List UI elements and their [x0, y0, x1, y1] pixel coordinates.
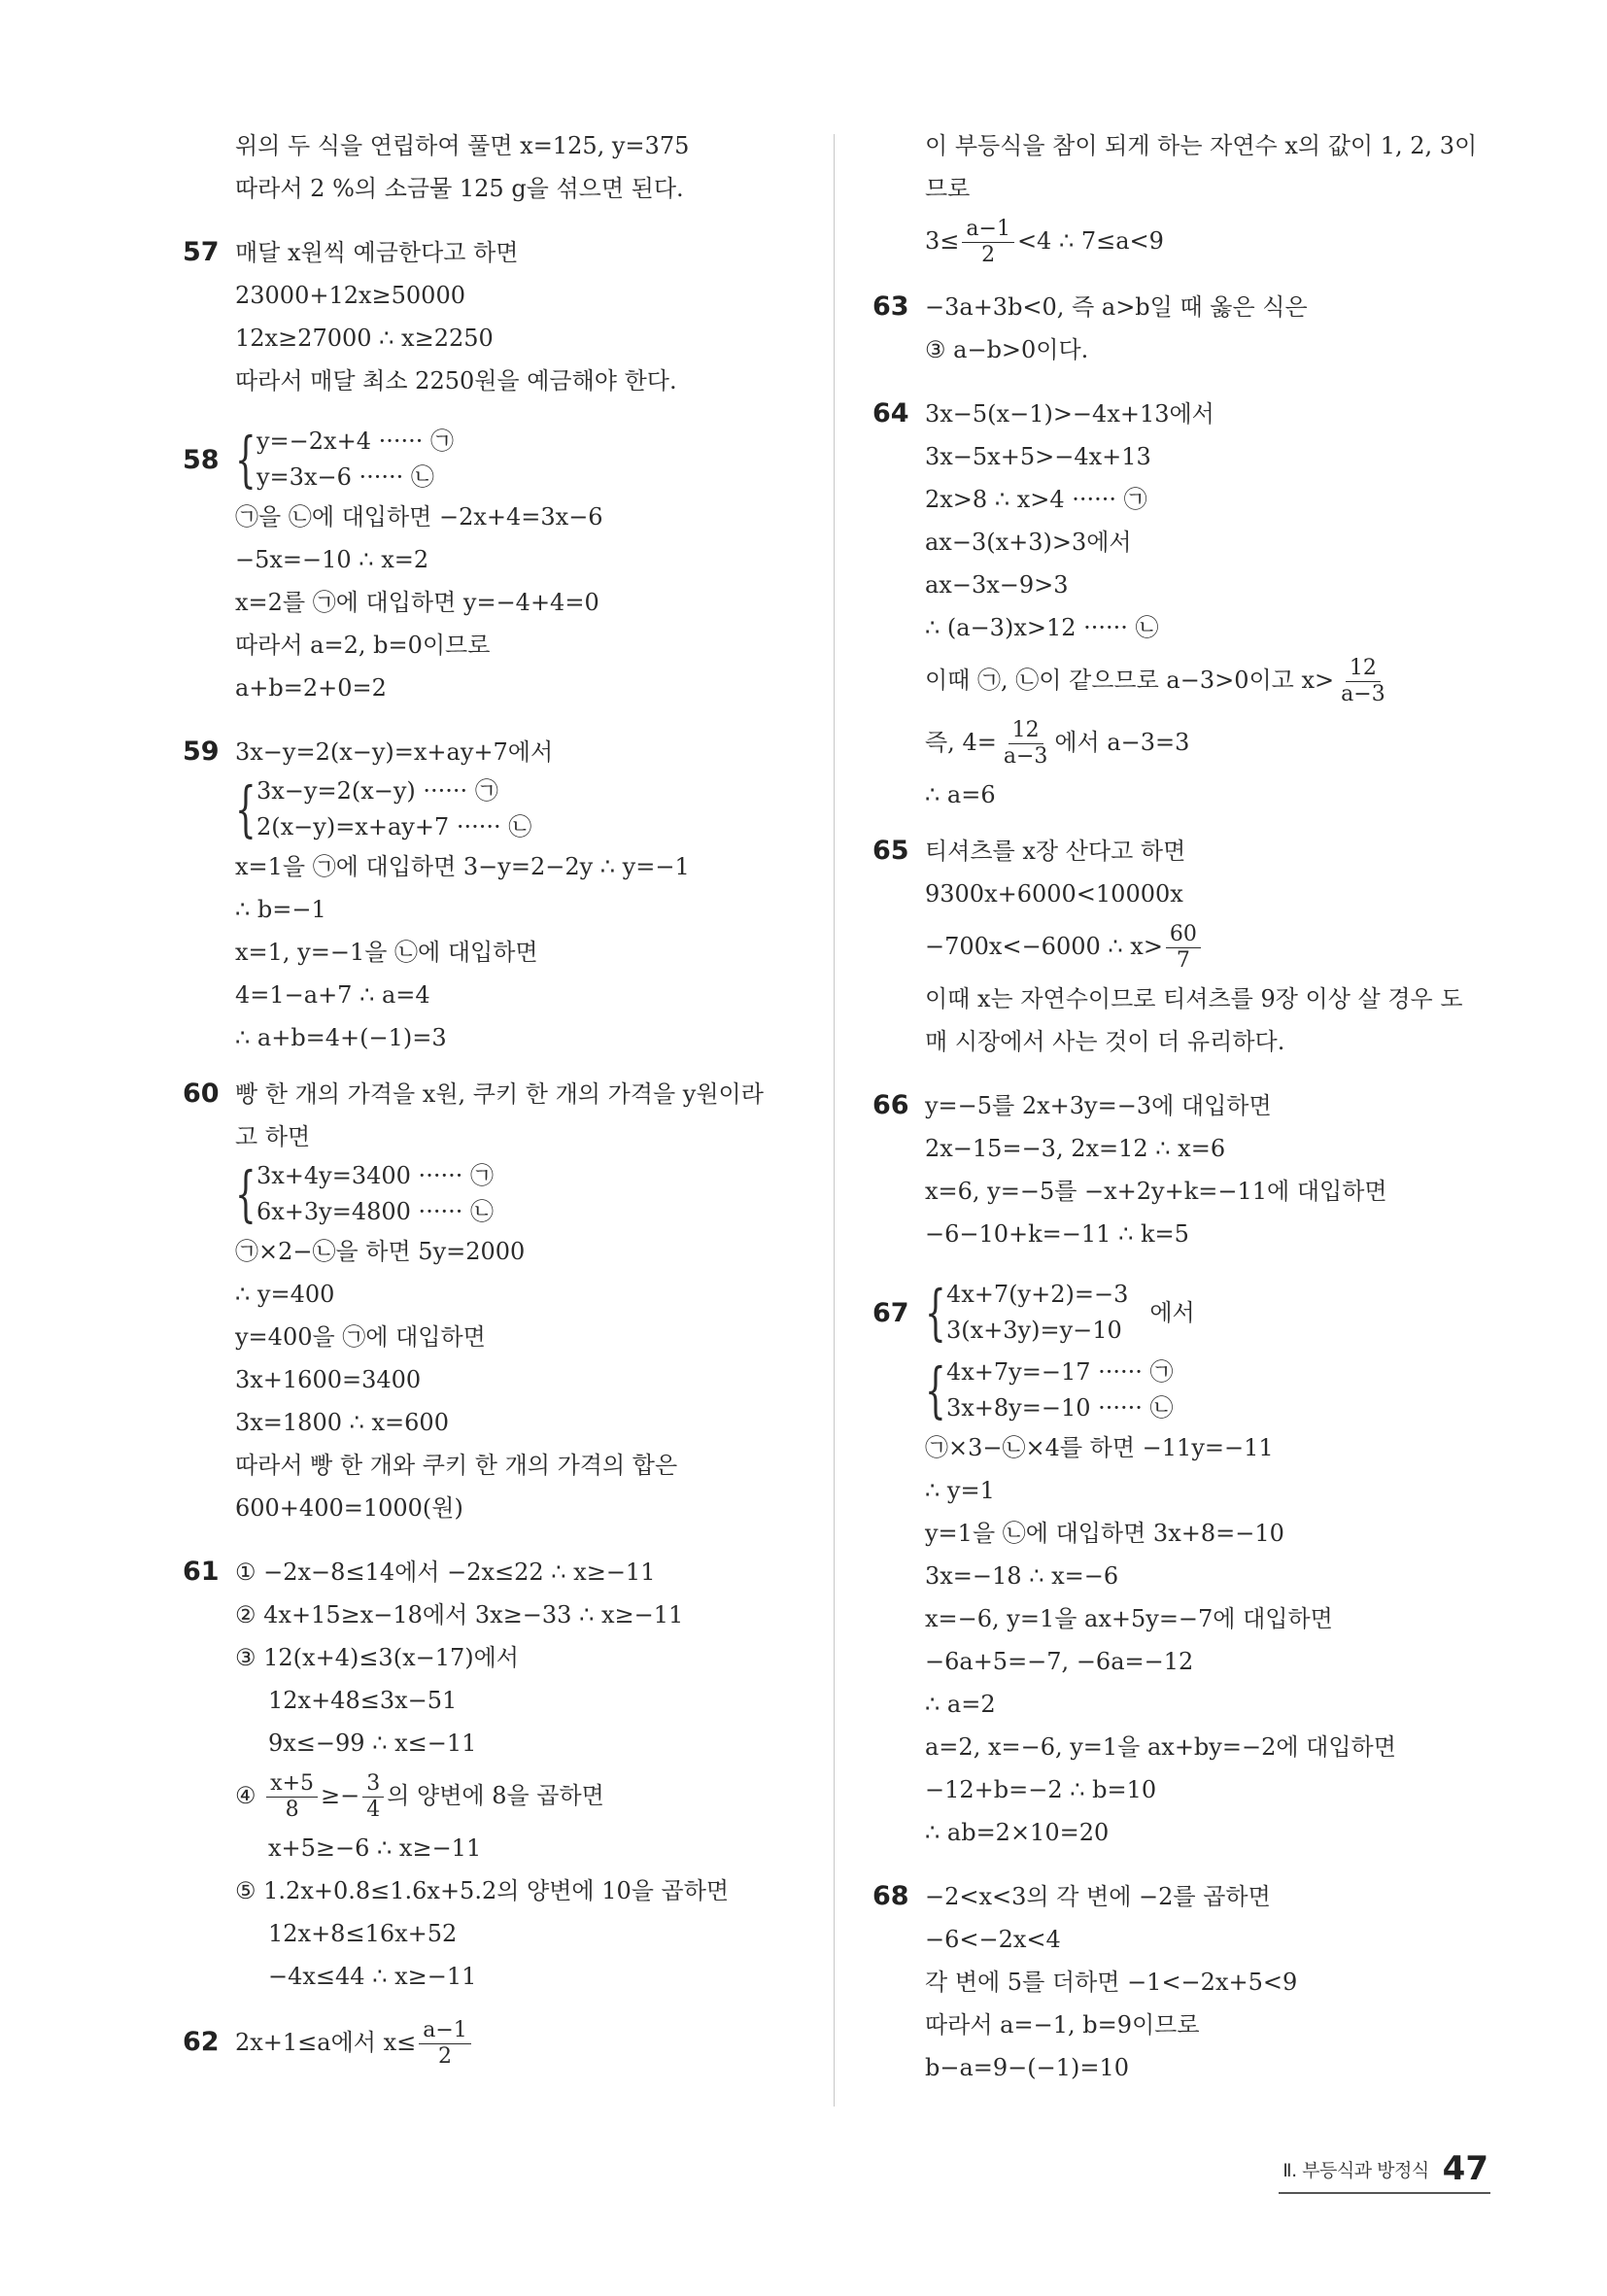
problem-number: 68 [872, 1881, 909, 1911]
numerator: 60 [1166, 922, 1201, 948]
denominator: 7 [1176, 948, 1190, 973]
problem-number: 62 [183, 2027, 220, 2057]
text-line: 3x+1600=3400 [235, 1366, 422, 1393]
problem-number: 64 [872, 398, 909, 428]
text-line: 따라서 2 %의 소금물 125 g을 섞으면 된다. [235, 175, 684, 202]
text-line: ax−3x−9>3 [925, 571, 1069, 599]
choice-line [235, 1765, 804, 1827]
text-line [925, 210, 1494, 272]
problem-66 [872, 1084, 1494, 1255]
brace-icon: { [235, 424, 256, 495]
equation: 3x+4y=3400 ······ ㉠ [256, 1162, 494, 1189]
text-line: ∴ y=1 [925, 1477, 995, 1504]
text-line: −6a+5=−7, −6a=−12 [925, 1648, 1194, 1675]
text-line: 3x−5(x−1)>−4x+13에서 [925, 400, 1214, 428]
footer-rule [1279, 2192, 1490, 2194]
text-line: x=−6, y=1을 ax+5y=−7에 대입하면 [925, 1605, 1333, 1632]
text-line: −6−10+k=−11 ∴ k=5 [925, 1220, 1189, 1248]
fraction [362, 1771, 384, 1823]
equation: y=−2x+4 ······ ㉠ [256, 428, 454, 455]
column-divider [834, 134, 835, 2107]
problem-number: 58 [183, 445, 220, 475]
fraction [1000, 718, 1052, 770]
page-number: 47 [1442, 2149, 1488, 2188]
text-line: ㉠×2−㉡을 하면 5y=2000 [235, 1238, 526, 1265]
text-line: 따라서 빵 한 개와 쿠키 한 개의 가격의 합은 [235, 1452, 678, 1479]
text-line: 빵 한 개의 가격을 x원, 쿠키 한 개의 가격을 y원이라 [235, 1080, 764, 1108]
problem-67 [872, 1277, 1494, 1854]
choice-line: ② 4x+15≥x−18에서 3x≥−33 ∴ x≥−11 [235, 1601, 684, 1628]
problem-number: 63 [872, 291, 909, 322]
text-line: ∴ b=−1 [235, 896, 326, 923]
text-part: ≥− [321, 1782, 360, 1809]
problem-64 [872, 393, 1494, 816]
text-line: x=1, y=−1을 ㉡에 대입하면 [235, 939, 538, 966]
equation-system [925, 1354, 1494, 1426]
fraction [419, 2018, 471, 2070]
numerator: x+5 [266, 1771, 318, 1798]
text-line: ax−3(x+3)>3에서 [925, 529, 1132, 556]
problem-number: 57 [183, 237, 220, 267]
problem-68 [872, 1875, 1494, 2089]
equation-system [235, 773, 804, 845]
text-line: a=2, x=−6, y=1을 ax+by=−2에 대입하면 [925, 1733, 1396, 1761]
text-part: 이때 ㉠, ㉡이 같으므로 a−3>0이고 x> [925, 667, 1335, 694]
text-line: ∴ a+b=4+(−1)=3 [235, 1024, 447, 1051]
text-line: −2<x<3의 각 변에 −2를 곱하면 [925, 1883, 1271, 1910]
numerator: 3 [362, 1771, 384, 1798]
numerator: a−1 [962, 217, 1014, 243]
denominator: 8 [285, 1798, 299, 1822]
equation: 6x+3y=4800 ······ ㉡ [256, 1198, 494, 1225]
text-line: 위의 두 식을 연립하여 풀면 x=125, y=375 [235, 132, 690, 159]
page-footer [1282, 2149, 1488, 2188]
text-line: ∴ a=6 [925, 781, 996, 808]
text-line: ㉠을 ㉡에 대입하면 −2x+4=3x−6 [235, 503, 603, 531]
text-line: 매달 x원씩 예금한다고 하면 [235, 239, 519, 266]
text-part: 에서 a−3=3 [1054, 729, 1190, 756]
text-line: x=6, y=−5를 −x+2y+k=−11에 대입하면 [925, 1178, 1387, 1205]
text-part: 에서 [1149, 1299, 1195, 1326]
problem-65 [872, 830, 1494, 1063]
denominator: 4 [366, 1798, 381, 1822]
brace-icon: { [925, 1277, 946, 1348]
text-line: y=400을 ㉠에 대입하면 [235, 1323, 486, 1351]
text-line: 매 시장에서 사는 것이 더 유리하다. [925, 1028, 1285, 1055]
text-line: 각 변에 5를 더하면 −1<−2x+5<9 [925, 1969, 1298, 1996]
denominator: 2 [981, 243, 996, 267]
problem-number: 59 [183, 737, 220, 767]
text-line: 므로 [925, 175, 971, 202]
equation: 4x+7y=−17 ······ ㉠ [946, 1358, 1174, 1386]
problem-number: 61 [183, 1557, 220, 1587]
text-line [235, 2011, 804, 2073]
text-line: 2x>8 ∴ x>4 ······ ㉠ [925, 486, 1147, 513]
text-line: ∴ (a−3)x>12 ······ ㉡ [925, 614, 1159, 641]
problem-62-continuation [872, 124, 1494, 272]
equation: 3(x+3y)=y−10 [946, 1317, 1122, 1344]
text-line: y=1을 ㉡에 대입하면 3x+8=−10 [925, 1520, 1284, 1547]
chapter-label: Ⅱ. 부등식과 방정식 [1282, 2159, 1429, 2181]
problem-60 [183, 1073, 804, 1529]
equation: 4x+7(y+2)=−3 [946, 1281, 1129, 1308]
numerator: a−1 [419, 2018, 471, 2044]
fraction [1166, 922, 1201, 974]
left-column [183, 124, 804, 2073]
text-line: 3x=1800 ∴ x=600 [235, 1409, 449, 1436]
text-part: 3≤ [925, 227, 960, 255]
choice-line: ① −2x−8≤14에서 −2x≤22 ∴ x≥−11 [235, 1559, 656, 1586]
text-line: 2x−15=−3, 2x=12 ∴ x=6 [925, 1135, 1226, 1162]
text-line: 12x+48≤3x−51 [268, 1687, 458, 1714]
choice-line: ③ 12(x+4)≤3(x−17)에서 [235, 1644, 519, 1671]
numerator: 12 [1346, 656, 1381, 682]
text-line: 3x=−18 ∴ x=−6 [925, 1562, 1119, 1590]
text-line [925, 711, 1494, 773]
text-part: <4 ∴ 7≤a<9 [1016, 227, 1164, 255]
text-part: 의 양변에 8을 곱하면 [387, 1782, 604, 1809]
denominator: a−3 [1341, 682, 1385, 706]
intro-continuation [183, 124, 804, 210]
problem-number: 66 [872, 1090, 909, 1120]
text-line: 이 부등식을 참이 되게 하는 자연수 x의 값이 1, 2, 3이 [925, 132, 1478, 159]
equation-system [235, 424, 804, 496]
text-line: 600+400=1000(원) [235, 1494, 463, 1522]
equation: 3x−y=2(x−y) ······ ㉠ [256, 777, 498, 805]
equation: 3x+8y=−10 ······ ㉡ [946, 1394, 1174, 1422]
text-line: −12+b=−2 ∴ b=10 [925, 1776, 1157, 1803]
text-line: ③ a−b>0이다. [925, 336, 1089, 363]
equation-system [925, 1277, 1494, 1349]
text-line: 티셔츠를 x장 산다고 하면 [925, 838, 1186, 865]
text-line [925, 915, 1494, 977]
problem-61 [183, 1551, 804, 1998]
text-line: 이때 x는 자연수이므로 티셔츠를 9장 이상 살 경우 도 [925, 985, 1463, 1012]
fraction [962, 217, 1014, 268]
text-line: x=2를 ㉠에 대입하면 y=−4+4=0 [235, 589, 599, 616]
equation: 2(x−y)=x+ay+7 ······ ㉡ [256, 813, 532, 840]
fraction [266, 1771, 318, 1823]
text-line: −6<−2x<4 [925, 1926, 1061, 1953]
denominator: 2 [438, 2044, 453, 2069]
text-line: ∴ y=400 [235, 1281, 335, 1308]
brace-icon: { [925, 1354, 946, 1425]
text-line: 9300x+6000<10000x [925, 880, 1183, 908]
problem-number: 65 [872, 836, 909, 866]
text-line: 3x−y=2(x−y)=x+ay+7에서 [235, 738, 554, 766]
text-line: 4=1−a+7 ∴ a=4 [235, 981, 430, 1009]
problem-number: 60 [183, 1079, 220, 1109]
text-part: −700x<−6000 ∴ x> [925, 933, 1163, 960]
text-line: 23000+12x≥50000 [235, 282, 465, 309]
text-line: −5x=−10 ∴ x=2 [235, 546, 429, 573]
text-line: 9x≤−99 ∴ x≤−11 [268, 1730, 477, 1757]
text-line: 12x+8≤16x+52 [268, 1920, 458, 1947]
text-part: 즉, 4= [925, 729, 997, 756]
text-line: 따라서 매달 최소 2250원을 예금해야 한다. [235, 367, 677, 394]
choice-marker: ④ [235, 1782, 256, 1809]
text-line: 고 하면 [235, 1123, 311, 1150]
numerator: 12 [1009, 718, 1043, 744]
text-part: 2x+1≤a에서 x≤ [235, 2029, 417, 2056]
text-line: 따라서 a=2, b=0이므로 [235, 632, 491, 659]
problem-62 [183, 2011, 804, 2073]
right-column [872, 124, 1494, 2089]
brace-icon: { [235, 1158, 256, 1229]
text-line: ∴ ab=2×10=20 [925, 1819, 1110, 1846]
equation: y=3x−6 ······ ㉡ [256, 463, 434, 491]
problem-58 [183, 424, 804, 709]
text-line: −3a+3b<0, 즉 a>b일 때 옳은 식은 [925, 293, 1308, 321]
text-line: 12x≥27000 ∴ x≥2250 [235, 325, 494, 352]
brace-icon: { [235, 773, 256, 844]
text-line: −4x≤44 ∴ x≥−11 [268, 1963, 477, 1990]
text-line: 3x−5x+5>−4x+13 [925, 443, 1151, 470]
text-line: x=1을 ㉠에 대입하면 3−y=2−2y ∴ y=−1 [235, 853, 690, 880]
text-line: x+5≥−6 ∴ x≥−11 [268, 1834, 482, 1862]
problem-57 [183, 231, 804, 402]
text-line: b−a=9−(−1)=10 [925, 2054, 1130, 2081]
text-line: ㉠×3−㉡×4를 하면 −11y=−11 [925, 1434, 1274, 1461]
text-line: ∴ a=2 [925, 1691, 996, 1718]
problem-number: 67 [872, 1298, 909, 1328]
denominator: a−3 [1003, 744, 1048, 769]
text-line: 따라서 a=−1, b=9이므로 [925, 2011, 1200, 2039]
fraction [1337, 656, 1389, 707]
text-line: a+b=2+0=2 [235, 674, 387, 702]
equation-system [235, 1158, 804, 1230]
text-line [925, 649, 1494, 711]
problem-59 [183, 731, 804, 1059]
text-line: y=−5를 2x+3y=−3에 대입하면 [925, 1092, 1272, 1119]
choice-line: ⑤ 1.2x+0.8≤1.6x+5.2의 양변에 10을 곱하면 [235, 1877, 730, 1904]
problem-63 [872, 286, 1494, 371]
